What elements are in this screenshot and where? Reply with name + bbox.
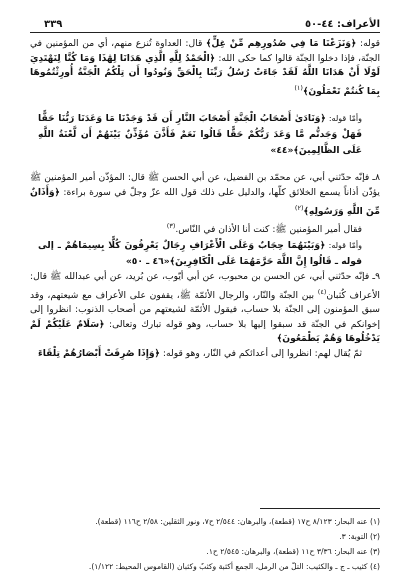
- footnote-ref: (٣): [166, 222, 176, 231]
- paragraph-1: [30, 37, 380, 99]
- surah-header: الأعراف: ٤٤-٥٠: [304, 19, 380, 30]
- footnote: (١) عنه البحار: ٨/١٢٣ ح١٧ (قطعة)، والبرهان: ٢/٥٤٤ ح٧، ونور الثقلين: ٢/٥٨ ح١١٦ (قطعة).: [95, 517, 380, 526]
- spacer: [30, 159, 380, 171]
- intro-text: وأمّا قوله:: [325, 114, 362, 124]
- verse-number: «٤٤»: [270, 145, 294, 157]
- verse-number: «٤٦ ـ ٥٠»: [125, 255, 170, 267]
- footnote-ref: (٢): [294, 203, 304, 212]
- text-span: قوله:: [356, 38, 380, 49]
- text-span: ٩ـ فإنّه حدّثني أبي، عن الحسن بن محبوب، عن أبي أيّوب، عن بُريد، عن أبي عبدالله ﷺ قال: الأعراف كُثبان: [30, 270, 380, 301]
- footnote: (٢) التوبة: ٣.: [339, 532, 380, 541]
- footnote-ref: (١): [294, 83, 303, 92]
- hadith-8-cont: [30, 219, 380, 238]
- verse-block-44: [30, 111, 380, 159]
- spacer: [30, 99, 380, 111]
- quran-verse: ﴿وَأَذَانٌ مِّنَ اللَّهِ وَرَسُولِهِ﴾: [30, 187, 380, 217]
- footnote: (٤) كثيب ـ ج ـ والكثيب: التلّ من الرمل، الجمع أكثبة وكثبٌ وكثبان (القاموس المحيط: ١/١٢٢).: [88, 562, 380, 571]
- quran-verse: ﴿وَبَيْنَهُمَا حِجَابٌ وَعَلَى الْأَعْرَافِ رِجَالٌ يَعْرِفُونَ كُلًّا بِسِيمَاهُمْ ـ إلى قوله ـ قَالُوا إِنَّ اللَّهَ حَرَّمَهُمَا عَلَى الْكَافِرِينَ﴾: [38, 239, 362, 267]
- quran-verse: ﴿سَلَامٌ عَلَيْكُمْ لَمْ يَدْخُلُوهَا وَهُمْ يَطْمَعُونَ﴾: [30, 318, 380, 345]
- footnote-ref: (٤): [317, 287, 327, 296]
- intro-text: وأمّا قوله:: [325, 240, 362, 250]
- text-span: بين الجنّة والنّار، والرجال الأئمّة ﷺ، يقفون على الأعراف مع شيعتهم، وقد سبق المؤمنون إلى الجنّة بلا حساب، فيقول الأئمّة لشيعتهم من أصحاب الذنوب: انظروا إلى إخوانكم في الجنّة قد سبقوا إليها بلا حساب، وهو قوله تبارك وتعالى:: [30, 289, 380, 330]
- text-span: فقال أمير المؤمنين ﷺ: كنت أنا الأذان في النّاس.: [175, 224, 362, 236]
- footnotes: [30, 514, 380, 574]
- page-number: ٣٣٩: [44, 19, 63, 30]
- hadith-8: [30, 171, 380, 219]
- main-text: [30, 37, 380, 362]
- header-divider: [30, 32, 380, 33]
- hadith-9: [30, 270, 380, 347]
- footnote-divider: [260, 508, 380, 509]
- quran-verse: ﴿الْحَمْدُ لِلَّهِ الَّذِي هَدَانَا لِهَٰذَا وَمَا كُنَّا لِنَهْتَدِيَ لَوْلَا أَنْ هَدَانَا اللَّهُ لَقَدْ جَاءَتْ رُسُلُ رَبِّنَا بِالْحَقِّ وَنُودُوا أَن تِلْكُمُ الْجَنَّةُ أُورِثْتُمُوهَا بِمَا كُنتُمْ تَعْمَلُونَ﴾: [30, 52, 380, 97]
- verse-block-46-50: [30, 238, 380, 270]
- quran-verse: ﴿وَإِذَا صُرِفَتْ أَبْصَارُهُمْ تِلْقَاءَ: [38, 347, 160, 359]
- text-span: ٨ـ فإنّه حدّثني أبي، عن محمّد بن الفضيل، عن أبي الحسن ﷺ قال: المؤذّن أمير المؤمنين ﷺ يؤذّن أذاناً يسمع الخلائق كلّها، والدليل على ذلك قول الله عزّ وجلّ في سورة براءة:: [30, 172, 380, 199]
- quran-verse: ﴿وَنَادَىٰ أَصْحَابُ الْجَنَّةِ أَصْحَابَ النَّارِ أَن قَدْ وَجَدْنَا مَا وَعَدَنَا رَبُّنَا حَقًّا فَهَلْ وَجَدتُّم مَّا وَعَدَ رَبُّكُمْ حَقًّا قَالُوا نَعَمْ فَأَذَّنَ مُؤَذِّنٌ بَيْنَهُمْ أَن لَّعْنَةُ اللَّهِ عَلَى الظَّالِمِينَ﴾: [38, 113, 362, 157]
- hadith-9-cont: [30, 347, 380, 362]
- text-span: ثمّ يُقال لهم: انظروا إلى أعدائكم في النّار، وهو قوله:: [159, 347, 362, 359]
- running-header: [44, 16, 380, 30]
- footnote: (٣) عنه البحار: ٣/٣٦ ح١١ (قطعة)، والبرهان: ٢/٥٤٥ ح١.: [206, 547, 380, 556]
- quran-verse: ﴿وَنَزَعْنَا مَا فِي صُدُورِهِم مِّنْ غِلٍّ﴾: [206, 38, 357, 49]
- text-span: قال: العداوة تُنزع منهم، أي من المؤمنين في الجنّة، فإذا دخلوا الجنّة قالوا كما حكى الله:: [30, 38, 380, 64]
